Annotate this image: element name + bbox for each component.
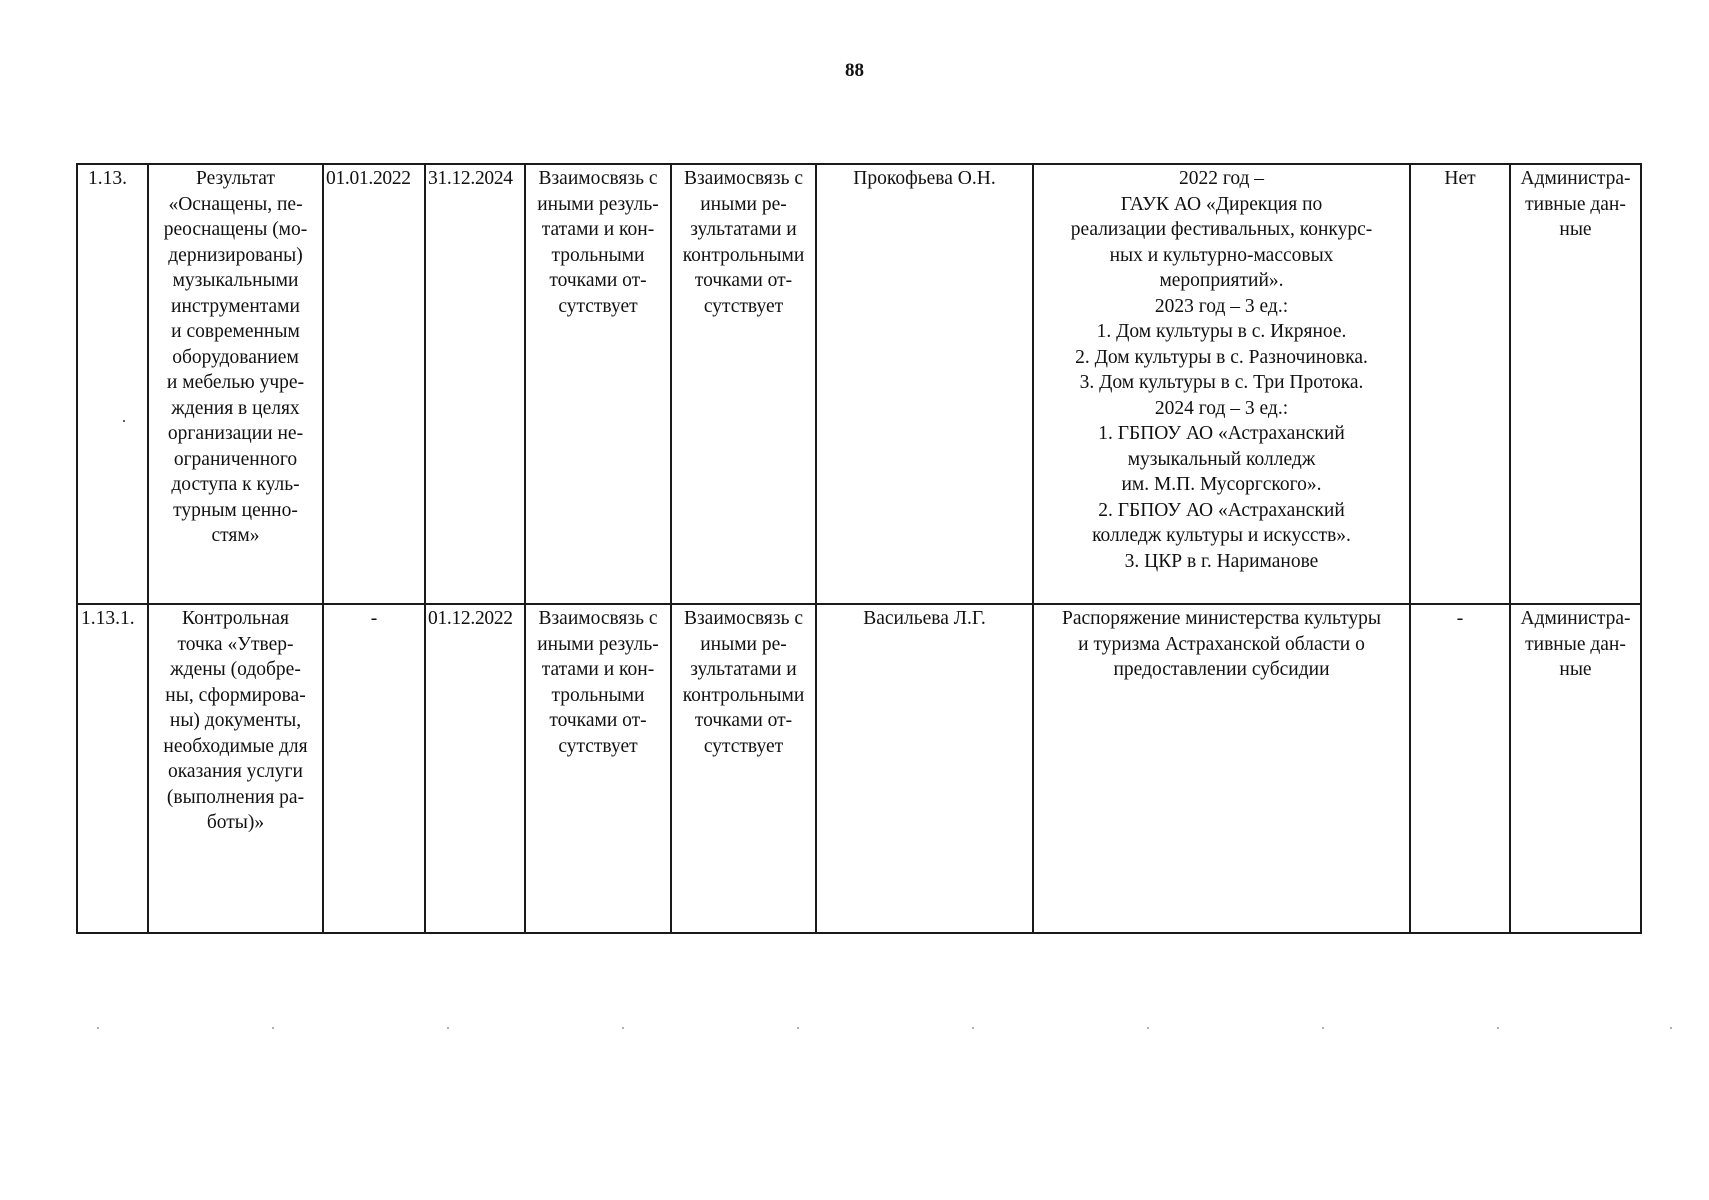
predecessor-text: Взаимосвязь с иными резуль- татами и кон- трольными точками от- сутствует	[537, 608, 659, 757]
gis-cell	[1410, 164, 1510, 604]
scan-dot	[123, 420, 125, 422]
plan-table	[76, 163, 1642, 934]
scan-dot	[447, 1027, 449, 1029]
description-cell	[1033, 164, 1410, 604]
source-cell	[1510, 164, 1641, 604]
start-date-cell	[323, 164, 425, 604]
predecessor-cell	[525, 164, 671, 604]
data-source: Администра- тивные дан- ные	[1520, 608, 1631, 680]
scan-dot	[272, 1027, 274, 1029]
end-date: 31.12.2024	[428, 168, 513, 189]
source-cell	[1510, 604, 1641, 933]
description-cell	[1033, 604, 1410, 933]
result-name: Результат «Оснащены, пе- реоснащены (мо- дернизированы) музыкальными инструментами и современным оборудованием и мебелью учре- ждения в целях организации не- ограниченного доступа к куль- турным ценно- стям»	[163, 168, 308, 546]
gis-flag: Нет	[1444, 168, 1476, 189]
end-date: 01.12.2022	[428, 608, 513, 629]
result-name-cell	[148, 164, 323, 604]
responsible-cell	[816, 164, 1033, 604]
start-date: 01.01.2022	[326, 168, 411, 189]
result-description: 2022 год – ГАУК АО «Дирекция по реализации фестивальных, конкурс- ных и культурно-массовых мероприятий». 2023 год – 3 ед.: 1. Дом культуры в с. Икряное. 2. Дом культуры в с. Разночиновка. 3. Дом культуры в с. Три Протока. 2024 год – 3 ед.: 1. ГБПОУ АО «Астраханский музыкальный колледж им. М.П. Мусоргского». 2. ГБПОУ АО «Астраханский колледж культуры и искусств». 3. ЦКР в г. Нариманове	[1070, 168, 1373, 572]
scan-dot	[622, 1027, 624, 1029]
scan-dot	[972, 1027, 974, 1029]
responsible-person: Прокофьева О.Н.	[853, 168, 996, 189]
row-number: 1.13.1.	[81, 608, 135, 629]
scan-dot	[1497, 1027, 1499, 1029]
table-row	[77, 604, 1641, 933]
result-name-cell	[148, 604, 323, 933]
scan-dot	[1670, 1027, 1672, 1029]
result-description: Распоряжение министерства культуры и туризма Астраханской области о предоставлении субсидии	[1061, 608, 1382, 680]
scan-dot	[97, 1027, 99, 1029]
predecessor-cell	[525, 604, 671, 933]
table-row	[77, 164, 1641, 604]
start-date: -	[370, 608, 378, 629]
start-date-cell	[323, 604, 425, 933]
data-source: Администра- тивные дан- ные	[1520, 168, 1631, 240]
responsible-person: Васильева Л.Г.	[863, 608, 986, 629]
row-number-cell	[77, 164, 148, 604]
successor-cell	[671, 604, 816, 933]
predecessor-text: Взаимосвязь с иными резуль- татами и кон- трольными точками от- сутствует	[537, 168, 659, 317]
successor-cell	[671, 164, 816, 604]
result-name: Контрольная точка «Утвер- ждены (одобре- ны, сформирова- ны) документы, необходимые для оказания услуги (выполнения ра- боты)»	[163, 608, 308, 833]
scan-dot	[1322, 1027, 1324, 1029]
end-date-cell	[425, 164, 525, 604]
scan-dot	[797, 1027, 799, 1029]
scan-dot	[1147, 1027, 1149, 1029]
gis-cell	[1410, 604, 1510, 933]
page-number: 88	[845, 60, 864, 81]
gis-flag: -	[1456, 608, 1464, 629]
successor-text: Взаимосвязь с иными ре- зультатами и контрольными точками от- сутствует	[682, 168, 805, 317]
end-date-cell	[425, 604, 525, 933]
responsible-cell	[816, 604, 1033, 933]
row-number: 1.13.	[88, 168, 127, 189]
row-number-cell	[77, 604, 148, 933]
successor-text: Взаимосвязь с иными ре- зультатами и контрольными точками от- сутствует	[682, 608, 805, 757]
